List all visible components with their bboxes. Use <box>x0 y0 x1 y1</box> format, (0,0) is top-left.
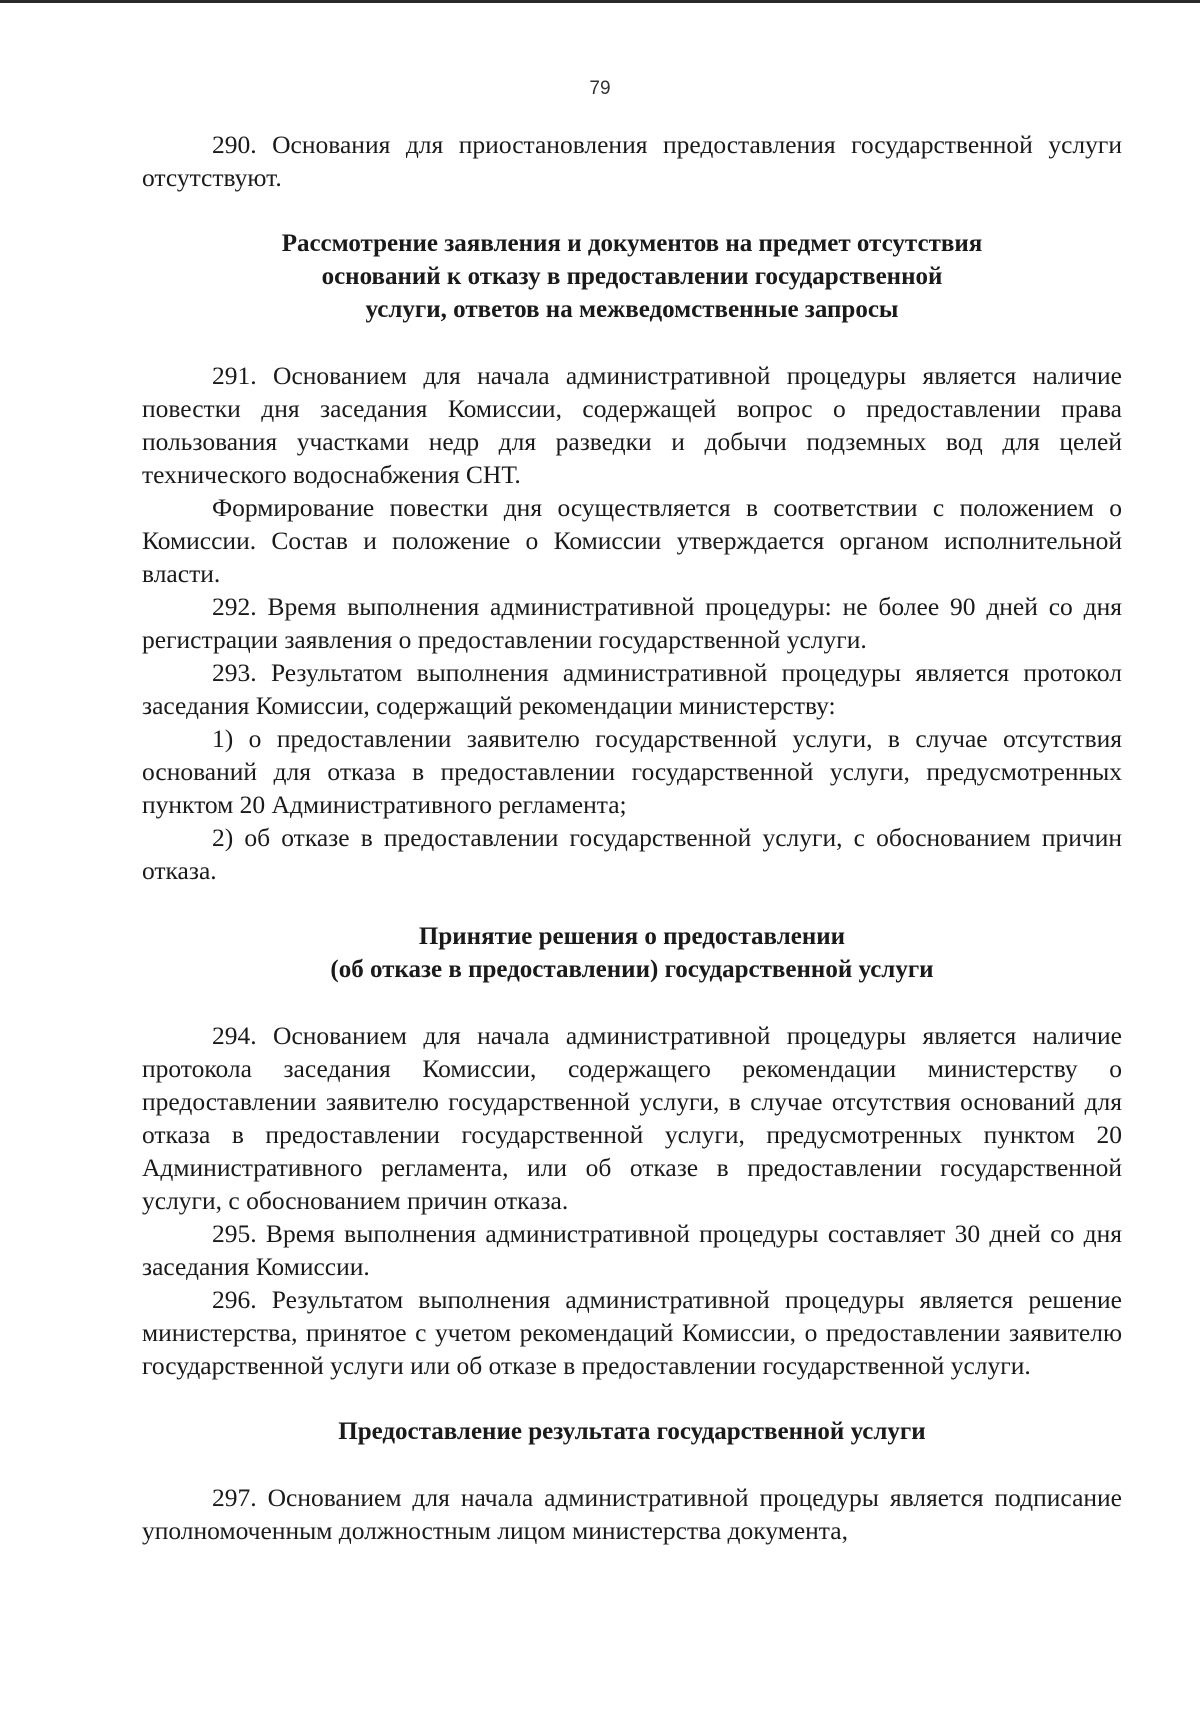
paragraph-297: 297. Основанием для начала административной процедуры является подписание уполномоченным должностным лицом министерства документа, <box>142 1483 1122 1545</box>
page-top-edge <box>0 0 1200 3</box>
document-body <box>142 128 1122 1547</box>
list-item-1: 1) о предоставлении заявителю государственной услуги, в случае отсутствия оснований для отказа в предоставлении государственной услуги, предусмотренных пунктом 20 Административного регламента; <box>142 724 1122 819</box>
paragraph-290: 290. Основания для приостановления предоставления государственной услуги отсутствуют. <box>142 130 1122 192</box>
section-heading-decision <box>142 920 1122 986</box>
paragraph-292: 292. Время выполнения административной процедуры: не более 90 дней со дня регистрации заявления о предоставлении государственной услуги. <box>142 592 1122 654</box>
heading-line: услуги, ответов на межведомственные запросы <box>365 296 899 323</box>
paragraph-296: 296. Результатом выполнения административной процедуры является решение министерства, принятое с учетом рекомендаций Комиссии, о предоставлении заявителю государственной услуги или об отказе в предоставлении государственной услуги. <box>142 1285 1122 1380</box>
heading-line: оснований к отказу в предоставлении государственной <box>321 263 943 290</box>
paragraph-293: 293. Результатом выполнения административной процедуры является протокол заседания Комиссии, содержащий рекомендации министерству: <box>142 658 1122 720</box>
paragraph-291: 291. Основанием для начала административной процедуры является наличие повестки дня заседания Комиссии, содержащей вопрос о предоставлении права пользования участками недр для разведки и добычи подземных вод для целей технического водоснабжения СНТ. <box>142 361 1122 489</box>
section-heading-review <box>142 227 1122 326</box>
heading-line: Предоставление результата государственной услуги <box>338 1418 926 1445</box>
heading-line: Рассмотрение заявления и документов на предмет отсутствия <box>281 230 983 257</box>
list-item-2: 2) об отказе в предоставлении государственной услуги, с обоснованием причин отказа. <box>142 823 1122 885</box>
page-number: 79 <box>589 78 611 99</box>
paragraph-agenda: Формирование повестки дня осуществляется в соответствии с положением о Комиссии. Состав и положение о Комиссии утверждается органом исполнительной власти. <box>142 493 1122 588</box>
section-heading-result <box>142 1415 1122 1448</box>
heading-line: Принятие решения о предоставлении <box>418 923 846 950</box>
heading-line: (об отказе в предоставлении) государственной услуги <box>330 956 934 983</box>
paragraph-294: 294. Основанием для начала административной процедуры является наличие протокола заседания Комиссии, содержащего рекомендации министерству о предоставлении заявителю государственной услуги, в случае отсутствия оснований для отказа в предоставлении государственной услуги, предусмотренных пунктом 20 Административного регламента, или об отказе в предоставлении государственной услуги, с обоснованием причин отказа. <box>142 1021 1122 1215</box>
paragraph-295: 295. Время выполнения административной процедуры составляет 30 дней со дня заседания Комиссии. <box>142 1219 1122 1281</box>
